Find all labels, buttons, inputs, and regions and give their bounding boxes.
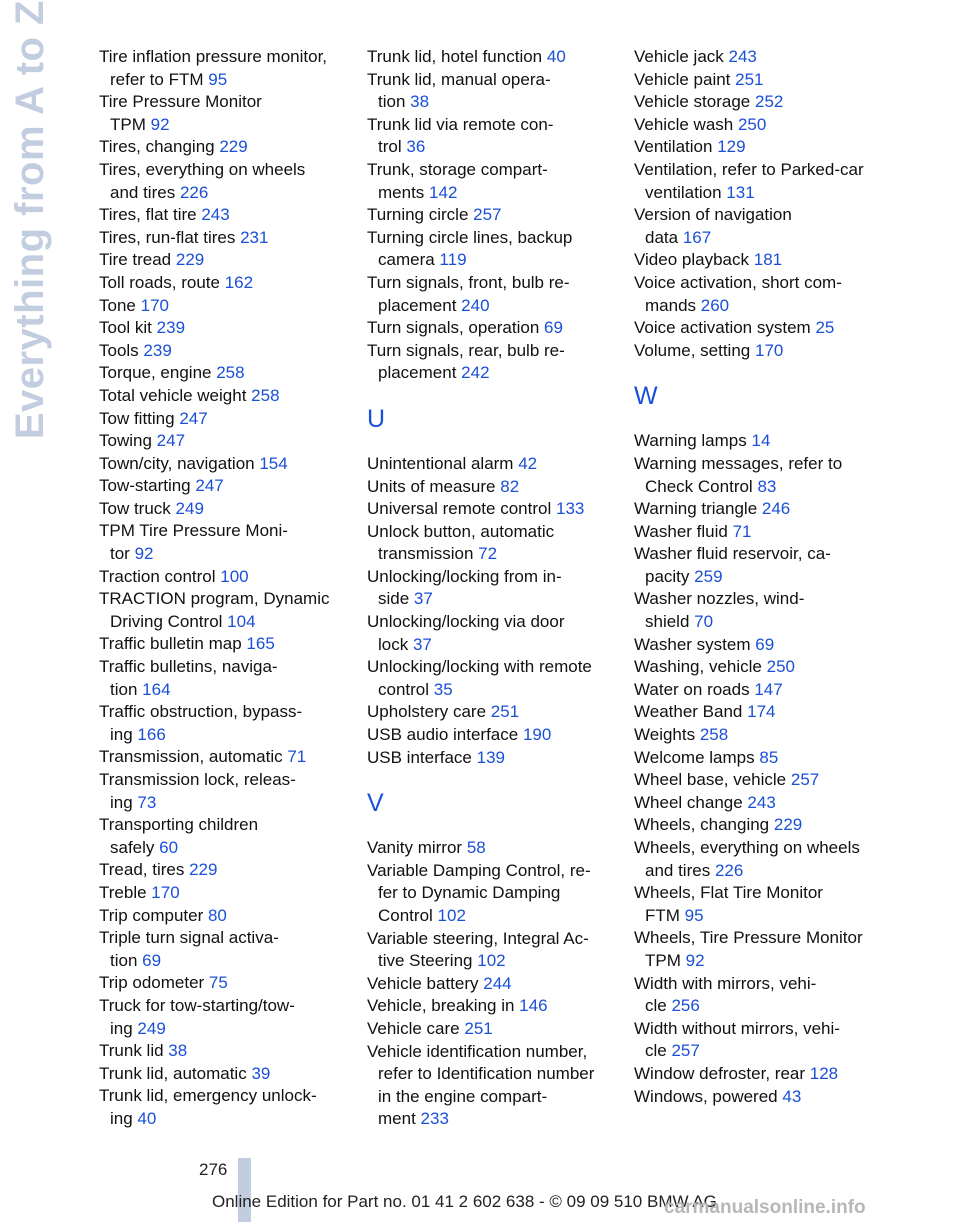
index-entry <box>99 588 347 633</box>
index-entry <box>367 69 617 114</box>
index-entry-term: Tone <box>99 295 136 315</box>
index-entry <box>367 860 617 928</box>
index-page-link[interactable]: 119 <box>439 250 467 270</box>
index-entry <box>99 656 347 701</box>
index-entry <box>634 724 884 747</box>
index-entry-term: Tire Pressure Monitor TPM <box>99 92 262 134</box>
index-entry-term: Triple turn signal activa- tion <box>99 928 279 970</box>
index-entry-term: Wheels, Tire Pressure Monitor TPM <box>634 928 863 970</box>
index-entry-term: Voice activation system <box>634 318 811 338</box>
index-page-link[interactable]: 69 <box>142 950 162 970</box>
index-entry <box>634 430 884 453</box>
index-entry <box>634 814 884 837</box>
index-page-link[interactable]: 36 <box>406 137 426 157</box>
index-entry-term: Transmission lock, releas- ing <box>99 770 296 812</box>
index-entry <box>99 905 347 928</box>
index-entry <box>99 972 347 995</box>
index-page-link[interactable]: 190 <box>522 725 552 745</box>
index-page-link[interactable]: 243 <box>747 792 776 812</box>
index-entry-term: Width without mirrors, vehi- cle <box>634 1018 840 1061</box>
index-entry-term: Windows, powered <box>634 1086 778 1106</box>
index-entry-term: Towing <box>99 431 152 451</box>
index-entry-term: Total vehicle weight <box>99 385 247 405</box>
index-entry-term: Voice activation, short com- mands <box>634 272 842 315</box>
index-entry <box>99 1085 347 1130</box>
index-page-link[interactable]: 247 <box>156 431 186 451</box>
index-entry-term: Trunk lid, hotel function <box>367 47 543 66</box>
index-entry-term: USB audio interface <box>367 725 519 745</box>
index-entry-term: Toll roads, route <box>99 272 220 292</box>
index-entry-term: Tires, flat tire <box>99 205 197 225</box>
index-entry <box>634 521 884 544</box>
index-page-link[interactable]: 229 <box>175 250 205 270</box>
index-page-link[interactable]: 239 <box>156 318 186 338</box>
index-entry-term: Vanity mirror <box>367 838 463 858</box>
index-entry <box>99 633 347 656</box>
index-entry-term: TPM Tire Pressure Moni- tor <box>99 521 288 564</box>
index-entry-term: Turn signals, operation <box>367 318 540 338</box>
index-page-link[interactable]: 85 <box>759 747 779 767</box>
index-entry-term: Video playback <box>634 250 749 270</box>
index-entry-term: Torque, engine <box>99 363 212 383</box>
index-entry <box>367 995 617 1018</box>
index-page-link[interactable]: 229 <box>773 815 803 835</box>
index-page-link[interactable]: 226 <box>179 182 209 202</box>
index-entry-term: Water on roads <box>634 679 750 699</box>
index-entry-term: Vehicle storage <box>634 92 751 112</box>
index-page-link[interactable]: 167 <box>682 227 712 247</box>
index-entry-term: Unintentional alarm <box>367 453 514 473</box>
index-page-link[interactable]: 239 <box>143 340 172 360</box>
index-entry-term: Tire inflation pressure monitor, refer to FTM <box>99 47 328 89</box>
index-page-link[interactable]: 249 <box>175 498 204 518</box>
index-entry-term: Wheels, Flat Tire Monitor FTM <box>634 883 823 925</box>
index-entry <box>634 136 884 159</box>
index-column-2 <box>367 46 617 1131</box>
index-page-link[interactable]: 170 <box>151 882 180 902</box>
index-page-link[interactable]: 69 <box>544 318 563 338</box>
index-entry <box>367 747 617 770</box>
index-entry <box>367 611 617 656</box>
index-entry <box>634 837 884 882</box>
index-entry-term: Weather Band <box>634 702 743 722</box>
index-page-link[interactable]: 247 <box>179 408 208 428</box>
index-entry <box>99 882 347 905</box>
index-page-link[interactable]: 251 <box>490 702 520 722</box>
index-entry-term: Wheel base, vehicle <box>634 770 787 790</box>
index-entry-term: Washer system <box>634 634 751 654</box>
index-entry-term: Turning circle lines, backup camera <box>367 227 573 270</box>
index-page-link[interactable]: 251 <box>464 1018 493 1038</box>
index-entry-term: Trunk lid <box>99 1041 164 1061</box>
section-side-title <box>0 0 60 470</box>
index-entry <box>634 204 884 249</box>
index-page-link[interactable]: 165 <box>246 634 275 654</box>
index-page-link[interactable]: 229 <box>219 137 248 157</box>
index-entry-term: Weights <box>634 725 696 745</box>
index-entry-term: Trunk lid via remote con- trol <box>367 114 554 157</box>
index-entry <box>99 408 347 431</box>
index-page-link[interactable]: 100 <box>220 566 249 586</box>
index-entry-term: Trunk lid, automatic <box>99 1063 247 1083</box>
index-page-link[interactable]: 260 <box>700 295 730 315</box>
section-side-title-text: Everything from A to Z <box>7 0 52 440</box>
index-entry <box>99 498 347 521</box>
index-page-link[interactable]: 92 <box>685 950 705 970</box>
index-page-link[interactable]: 128 <box>809 1063 839 1083</box>
index-entry-term: Version of navigation data <box>634 205 792 247</box>
index-letter-heading: U <box>367 404 386 433</box>
index-page-link[interactable]: 73 <box>137 792 157 812</box>
index-entry <box>367 837 617 860</box>
index-page-link[interactable]: 14 <box>751 431 771 451</box>
index-entry-term: Welcome lamps <box>634 747 755 767</box>
index-entry-term: Turn signals, rear, bulb re- placement <box>367 340 565 383</box>
index-page-link[interactable]: 258 <box>216 363 245 383</box>
index-page-link[interactable]: 252 <box>754 92 784 112</box>
index-page-link[interactable]: 43 <box>782 1086 802 1106</box>
index-entry-term: Traction control <box>99 566 216 586</box>
index-entry <box>367 566 617 611</box>
index-column-1 <box>99 46 347 1131</box>
index-entry-term: Width with mirrors, vehi- cle <box>634 973 817 1016</box>
index-page-link[interactable]: 71 <box>732 521 752 541</box>
index-page-link[interactable]: 170 <box>140 295 169 315</box>
watermark: carmanualsonline.info <box>664 1197 866 1218</box>
index-entry-term: Tow truck <box>99 498 171 518</box>
index-entry <box>634 1063 884 1086</box>
index-page-link[interactable]: 243 <box>728 47 757 66</box>
index-entry-term: Washing, vehicle <box>634 657 762 677</box>
index-entry <box>99 159 347 204</box>
index-entry <box>99 520 347 565</box>
index-entry <box>367 928 617 973</box>
index-page-link[interactable]: 242 <box>461 363 490 383</box>
index-entry-term: Trunk, storage compart- ments <box>367 159 548 202</box>
index-page-link[interactable]: 257 <box>671 1041 700 1061</box>
index-entry <box>99 227 347 250</box>
index-page-link[interactable]: 170 <box>754 340 784 360</box>
index-page-link[interactable]: 42 <box>518 453 538 473</box>
index-entry-term: Tread, tires <box>99 860 185 880</box>
index-entry-term: Vehicle, breaking in <box>367 996 515 1016</box>
index-entry-term: Units of measure <box>367 476 496 496</box>
index-entry-term: Upholstery care <box>367 702 487 722</box>
index-entry-term: Tires, run-flat tires <box>99 227 236 247</box>
index-entry <box>99 385 347 408</box>
index-page-link[interactable]: 259 <box>694 566 723 586</box>
index-entry <box>99 927 347 972</box>
index-entry <box>367 340 617 385</box>
index-entry-term: Unlock button, automatic transmission <box>367 521 555 564</box>
index-entry <box>99 430 347 453</box>
index-entry <box>99 1040 347 1063</box>
index-entry <box>99 136 347 159</box>
index-entry <box>99 746 347 769</box>
index-page-link[interactable]: 146 <box>519 996 548 1016</box>
index-page-link[interactable]: 38 <box>410 92 430 112</box>
index-entry <box>367 46 617 69</box>
index-letter-heading: V <box>367 789 384 818</box>
index-entry <box>634 1086 884 1109</box>
index-entry-term: Tires, changing <box>99 137 215 157</box>
index-entry-term: Vehicle jack <box>634 47 724 66</box>
index-entry <box>367 453 617 476</box>
index-page-link[interactable]: 139 <box>476 747 505 767</box>
index-entry-term: Universal remote control <box>367 499 552 519</box>
index-entry-term: Town/city, navigation <box>99 453 255 473</box>
index-page-link[interactable]: 75 <box>208 973 228 993</box>
index-entry <box>634 973 884 1018</box>
index-entry <box>367 114 617 159</box>
index-page-link[interactable]: 35 <box>433 679 453 699</box>
index-entry-term: Vehicle identification number, refer to Identification number in the engine compart- ment <box>367 1041 595 1129</box>
index-page-link[interactable]: 40 <box>546 47 566 66</box>
index-entry <box>367 272 617 317</box>
index-entry-term: Washer fluid reservoir, ca- pacity <box>634 544 831 586</box>
index-entry-term: Variable steering, Integral Ac- tive Steering <box>367 928 589 971</box>
index-entry <box>99 91 347 136</box>
index-entry-term: Truck for tow-starting/tow- ing <box>99 995 295 1038</box>
index-entry-term: Tool kit <box>99 318 152 338</box>
index-entry-term: Volume, setting <box>634 340 751 360</box>
index-page-link[interactable]: 226 <box>714 860 744 880</box>
index-entry <box>99 769 347 814</box>
index-entry-term: Turn signals, front, bulb re- placement <box>367 272 570 315</box>
index-entry <box>634 453 884 498</box>
index-entry <box>367 973 617 996</box>
index-entry-term: Trunk lid, emergency unlock- ing <box>99 1086 317 1128</box>
index-page-link[interactable]: 154 <box>259 453 288 473</box>
index-entry <box>634 498 884 521</box>
footer-text: Online Edition for Part no. 01 41 2 602 638 - © 09 09 510 BMW AG <box>212 1192 717 1211</box>
index-entry <box>99 859 347 882</box>
index-page-link[interactable]: 60 <box>159 837 179 857</box>
index-entry-term: Variable Damping Control, re- fer to Dynamic Damping Control <box>367 860 591 925</box>
index-entry <box>99 249 347 272</box>
index-entry <box>634 114 884 137</box>
index-page-link[interactable]: 131 <box>726 182 755 202</box>
index-entry <box>367 227 617 272</box>
index-entry-term: Warning lamps <box>634 431 747 451</box>
index-entry-term: Ventilation <box>634 137 713 157</box>
index-page-link[interactable]: 39 <box>251 1063 271 1083</box>
index-page-link[interactable]: 257 <box>790 770 820 790</box>
index-entry <box>634 46 884 69</box>
index-entry <box>367 1041 617 1131</box>
index-entry <box>99 46 347 91</box>
index-entry-term: Unlocking/locking with remote control <box>367 657 592 699</box>
index-page-link[interactable]: 240 <box>461 295 490 315</box>
index-entry <box>634 882 884 927</box>
index-page-link[interactable]: 258 <box>699 725 729 745</box>
index-entry-term: Traffic bulletins, naviga- tion <box>99 657 278 699</box>
index-entry <box>99 1063 347 1086</box>
index-page-link[interactable]: 166 <box>137 724 166 744</box>
index-entry <box>367 724 617 747</box>
index-page-link[interactable]: 244 <box>483 973 512 993</box>
index-entry <box>634 634 884 657</box>
index-entry <box>99 317 347 340</box>
index-entry <box>367 476 617 499</box>
index-entry-term: Trip odometer <box>99 973 205 993</box>
index-entry-term: Vehicle care <box>367 1018 460 1038</box>
index-entry-term: Trunk lid, manual opera- tion <box>367 69 551 112</box>
index-page-link[interactable]: 147 <box>754 679 783 699</box>
index-entry-term: Tow fitting <box>99 408 175 428</box>
index-entry <box>99 453 347 476</box>
index-page-link[interactable]: 229 <box>189 860 218 880</box>
index-page-link[interactable]: 71 <box>287 747 307 767</box>
index-page-link[interactable]: 82 <box>500 476 520 496</box>
index-entry <box>99 362 347 385</box>
index-entry <box>634 543 884 588</box>
index-entry <box>634 317 884 340</box>
index-entry <box>367 159 617 204</box>
index-page-link[interactable]: 181 <box>753 250 783 270</box>
index-entry <box>634 588 884 633</box>
index-entry <box>367 204 617 227</box>
index-entry <box>99 272 347 295</box>
index-entry <box>634 249 884 272</box>
index-page-link[interactable]: 83 <box>757 476 777 496</box>
index-page-link[interactable]: 247 <box>195 476 224 496</box>
index-entry <box>367 1018 617 1041</box>
index-page-link[interactable]: 37 <box>413 589 433 609</box>
index-entry-term: Wheels, everything on wheels and tires <box>634 838 860 880</box>
index-entry <box>634 91 884 114</box>
index-entry-term: Warning triangle <box>634 499 758 519</box>
index-entry-term: Traffic obstruction, bypass- ing <box>99 702 303 744</box>
index-entry <box>99 995 347 1040</box>
index-page-link[interactable]: 104 <box>227 611 256 631</box>
index-entry-term: Tires, everything on wheels and tires <box>99 159 306 202</box>
index-entry <box>634 340 884 363</box>
index-entry-term: USB interface <box>367 747 472 767</box>
index-entry <box>634 927 884 972</box>
index-entry <box>367 656 617 701</box>
index-entry <box>99 475 347 498</box>
index-page-link[interactable]: 250 <box>737 114 767 134</box>
index-page-link[interactable]: 40 <box>137 1108 157 1128</box>
index-page-link[interactable]: 102 <box>477 951 506 971</box>
index-page-link[interactable]: 133 <box>555 499 585 519</box>
index-entry-term: Tire tread <box>99 250 172 270</box>
index-entry <box>634 679 884 702</box>
index-entry <box>634 69 884 92</box>
index-page-link[interactable]: 243 <box>201 205 230 225</box>
index-entry-term: Vehicle battery <box>367 973 479 993</box>
index-page-link[interactable]: 256 <box>671 996 700 1016</box>
index-page-link[interactable]: 250 <box>766 657 795 677</box>
index-page-link[interactable]: 25 <box>815 318 835 338</box>
index-page-link[interactable]: 37 <box>412 634 432 654</box>
index-entry-term: Trip computer <box>99 905 204 925</box>
index-page-link[interactable]: 164 <box>142 679 171 699</box>
index-entry <box>99 566 347 589</box>
index-page-link[interactable]: 142 <box>429 182 458 202</box>
index-page-link[interactable]: 70 <box>694 612 714 632</box>
index-entry <box>634 747 884 770</box>
index-entry <box>367 701 617 724</box>
index-page-link[interactable]: 95 <box>208 69 228 89</box>
index-entry <box>634 701 884 724</box>
index-page-link[interactable]: 92 <box>134 544 154 564</box>
index-entry-term: Turning circle <box>367 205 469 225</box>
index-page-link[interactable]: 258 <box>251 385 280 405</box>
index-entry-term: Treble <box>99 882 147 902</box>
index-entry-term: Transporting children safely <box>99 815 259 857</box>
index-column-3 <box>634 46 884 1108</box>
index-page-link[interactable]: 249 <box>137 1018 166 1038</box>
index-entry <box>367 317 617 340</box>
index-entry <box>99 295 347 318</box>
index-entry <box>634 272 884 317</box>
index-entry <box>99 701 347 746</box>
index-page-link[interactable]: 92 <box>150 114 170 134</box>
page-number: 276 <box>199 1160 228 1179</box>
index-entry-term: Washer fluid <box>634 521 728 541</box>
index-entry-term: Ventilation, refer to Parked-car ventilation <box>634 159 864 202</box>
index-page-link[interactable]: 95 <box>684 905 704 925</box>
index-entry-term: Unlocking/locking from in- side <box>367 566 562 609</box>
index-entry-term: Wheel change <box>634 792 743 812</box>
index-page-link[interactable]: 80 <box>207 905 227 925</box>
index-page-link[interactable]: 58 <box>466 838 486 858</box>
index-entry-term: Tow-starting <box>99 476 191 496</box>
index-entry <box>634 769 884 792</box>
index-entry <box>99 204 347 227</box>
index-letter-heading: W <box>634 382 658 411</box>
index-entry <box>634 792 884 815</box>
index-entry <box>99 340 347 363</box>
index-page-link[interactable]: 69 <box>755 634 775 654</box>
index-entry-term: Vehicle paint <box>634 69 731 89</box>
index-entry <box>367 521 617 566</box>
index-entry-term: TRACTION program, Dynamic Driving Control <box>99 589 330 631</box>
index-entry-term: Traffic bulletin map <box>99 634 242 654</box>
index-page-link[interactable]: 251 <box>735 69 764 89</box>
index-page-link[interactable]: 257 <box>473 205 502 225</box>
index-entry-term: Tools <box>99 340 139 360</box>
index-entry-term: Transmission, automatic <box>99 747 283 767</box>
index-entry <box>634 1018 884 1063</box>
index-page-link[interactable]: 38 <box>168 1041 188 1061</box>
index-entry-term: Unlocking/locking via door lock <box>367 612 565 654</box>
page-number-bar <box>238 1158 251 1222</box>
index-entry-term: Window defroster, rear <box>634 1063 806 1083</box>
index-page-link[interactable]: 72 <box>478 544 498 564</box>
index-page-link[interactable]: 162 <box>224 272 254 292</box>
index-page-link[interactable]: 174 <box>747 702 776 722</box>
index-entry-term: Wheels, changing <box>634 815 770 835</box>
index-page-link[interactable]: 233 <box>420 1109 449 1129</box>
index-entry <box>367 498 617 521</box>
index-page-link[interactable]: 129 <box>717 137 746 157</box>
index-page-link[interactable]: 102 <box>437 906 466 925</box>
index-entry-term: Vehicle wash <box>634 114 734 134</box>
index-entry-term: Warning messages, refer to Check Control <box>634 453 843 496</box>
index-page-link[interactable]: 231 <box>240 227 269 247</box>
index-entry <box>634 656 884 679</box>
index-entry-term: Washer nozzles, wind- shield <box>634 589 805 632</box>
index-entry <box>634 159 884 204</box>
index-page-link[interactable]: 246 <box>761 499 791 519</box>
index-entry <box>99 814 347 859</box>
